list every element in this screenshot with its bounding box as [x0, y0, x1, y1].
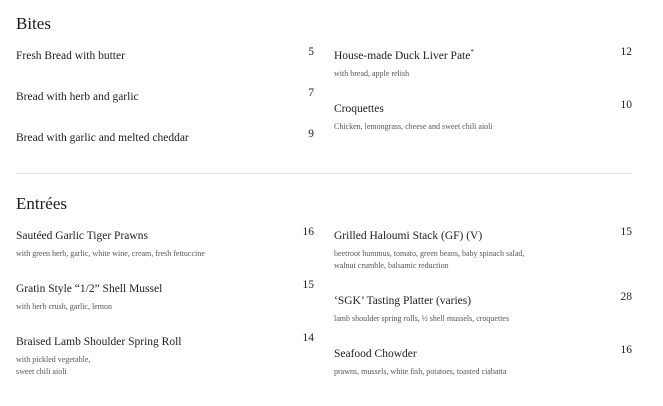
menu-item — [16, 46, 314, 64]
menu-item — [16, 332, 314, 378]
menu-item — [334, 291, 632, 325]
menu-item — [16, 128, 314, 146]
item-description — [16, 354, 314, 378]
menu-item — [16, 226, 314, 260]
menu-item — [334, 226, 632, 272]
item-name: ‘SGK’ Tasting Platter (varies) — [334, 295, 472, 307]
menu-item — [334, 46, 632, 80]
item-price: 28 — [620, 291, 632, 303]
section-title-entrees: Entrées — [16, 194, 67, 213]
item-description-line: sweet chili aioli — [16, 367, 67, 376]
item-description-line: with pickled vegetable, — [16, 355, 91, 364]
item-price: 5 — [308, 46, 314, 58]
item-price: 7 — [308, 87, 314, 99]
section-title-bites: Bites — [16, 14, 51, 33]
item-description: with bread, apple relish — [334, 69, 410, 78]
item-price: 14 — [302, 332, 314, 344]
item-price: 12 — [620, 46, 632, 58]
item-name: Fresh Bread with butter — [16, 50, 125, 62]
item-price: 15 — [620, 226, 632, 238]
item-name: Bread with herb and garlic — [16, 91, 139, 103]
item-price: 15 — [302, 279, 314, 291]
item-name: Seafood Chowder — [334, 348, 417, 360]
menu-item — [16, 87, 314, 105]
menu-item — [334, 99, 632, 133]
item-price: 9 — [308, 128, 314, 140]
section-divider — [16, 173, 632, 174]
item-description-line: beetroot hummus, tomato, green beans, baby spinach salad, — [334, 249, 525, 258]
item-price: 16 — [620, 344, 632, 356]
menu-item — [334, 344, 632, 378]
item-name: Braised Lamb Shoulder Spring Roll — [16, 336, 182, 348]
item-description-line: walnut crumble, balsamic reduction — [334, 261, 449, 270]
item-name: Sautéed Garlic Tiger Prawns — [16, 230, 148, 242]
menu-item — [16, 279, 314, 313]
item-name: Croquettes — [334, 103, 384, 115]
item-description: lamb shoulder spring rolls, ½ shell mussels, croquettes — [334, 314, 510, 323]
item-name: Grilled Haloumi Stack (GF) (V) — [334, 230, 483, 242]
item-mark: * — [470, 48, 474, 57]
item-description: with green herb, garlic, white wine, cream, fresh fettuccine — [16, 249, 205, 258]
item-name: Gratin Style “1/2” Shell Mussel — [16, 283, 163, 295]
item-description: Chicken, lemongrass, cheese and sweet chili aioli — [334, 122, 493, 131]
item-description: with herb crush, garlic, lemon — [16, 302, 112, 311]
item-price: 16 — [302, 226, 314, 238]
item-name: Bread with garlic and melted cheddar — [16, 132, 189, 144]
item-description — [334, 248, 632, 272]
item-price: 10 — [620, 99, 632, 111]
item-name: House-made Duck Liver Pate* — [334, 48, 474, 62]
item-description: prawns, mussels, white fish, potatoes, toasted ciabatta — [334, 367, 507, 376]
